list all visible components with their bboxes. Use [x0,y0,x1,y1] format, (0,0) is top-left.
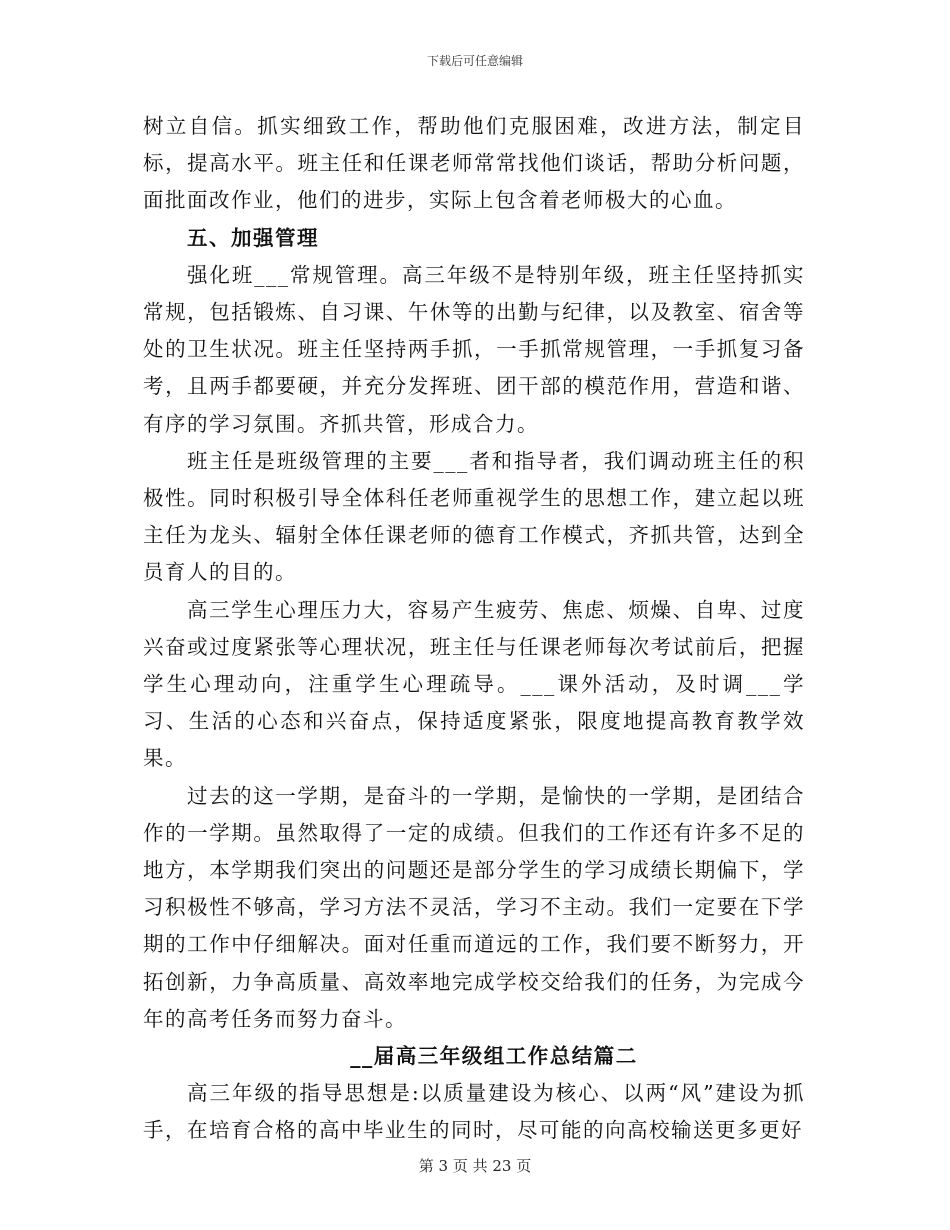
paragraph: 高三年级的指导思想是:以质量建设为核心、以两“风”建设为抓手，在培育合格的高中毕业生的同时，尽可能的向高校输送更多更好 [143,1081,805,1143]
page-number: 第 3 页 共 23 页 [418,1157,532,1175]
paragraph: 班主任是班级管理的主要___者和指导者，我们调动班主任的积极性。同时积极引导全体科任老师重视学生的思想工作，建立起以班主任为龙头、辐射全体任课老师的德育工作模式，齐抓共管，达到全员育人的目的。 [143,448,805,585]
paragraph: 过去的这一学期，是奋斗的一学期，是愉快的一学期，是团结合作的一学期。虽然取得了一定的成绩。但我们的工作还有许多不足的地方，本学期我们突出的问题还是部分学生的学习成绩长期偏下，学习积极性不够高，学习方法不灵活，学习不主动。我们一定要在下学期的工作中仔细解决。面对任重而道远的工作，我们要不断努力，开拓创新，力争高质量、高效率地完成学校交给我们的任务，为完成今年的高考任务而努力奋斗。 [143,783,805,1031]
document-body [143,108,805,1150]
paragraph: 高三学生心理压力大，容易产生疲劳、焦虑、烦燥、自卑、过度兴奋或过度紧张等心理状况，班主任与任课老师每次考试前后，把握学生心理动向，注重学生心理疏导。___课外活动，及时调___学习、生活的心态和兴奋点，保持适度紧张，限度地提高教育教学效果。 [143,597,805,771]
section-heading: 五、加强管理 [187,225,319,250]
paragraph: 树立自信。抓实细致工作，帮助他们克服困难，改进方法，制定目标，提高水平。班主任和任课老师常常找他们谈话，帮助分析问题，面批面改作业，他们的进步，实际上包含着老师极大的心血。 [143,114,805,213]
document-section-title: __届高三年级组工作总结篇二 [350,1044,638,1069]
paragraph: 强化班___常规管理。高三年级不是特别年级，班主任坚持抓实常规，包括锻炼、自习课、午休等的出勤与纪律，以及教室、宿舍等处的卫生状况。班主任坚持两手抓，一手抓常规管理，一手抓复习备考，且两手都要硬，并充分发挥班、团干部的模范作用，营造和谐、有序的学习氛围。齐抓共管，形成合力。 [143,262,805,436]
page-header-note: 下载后可任意编辑 [426,54,523,68]
